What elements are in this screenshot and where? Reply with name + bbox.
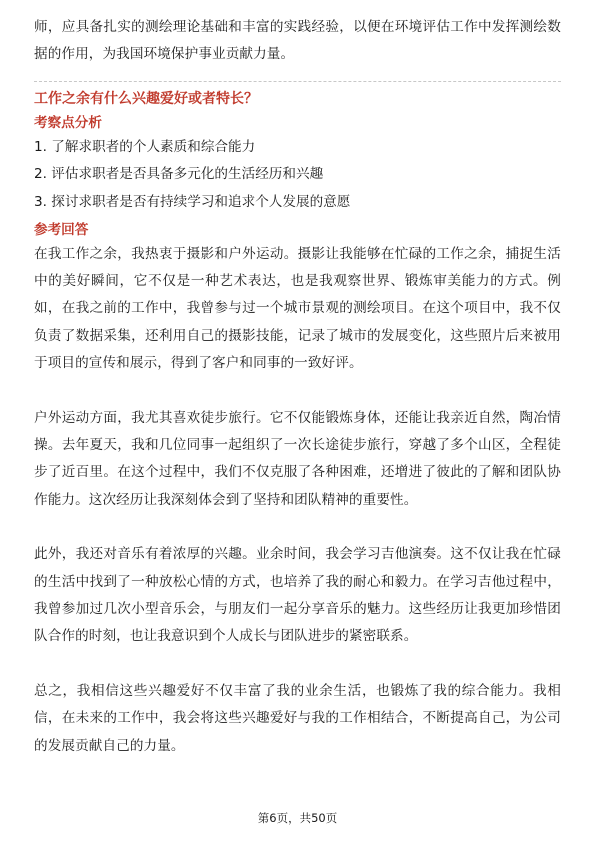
analysis-item: 2. 评估求职者是否具备多元化的生活经历和兴趣 xyxy=(34,166,324,183)
section-divider xyxy=(34,81,561,82)
question-heading: 工作之余有什么兴趣爱好或者特长？ xyxy=(34,90,258,107)
answer-paragraph: 在我工作之余，我热衷于摄影和户外运动。摄影让我能够在忙碌的工作之余，捕捉生活中的美好瞬间，它不仅是一种艺术表达，也是我观察世界、锻炼审美能力的方式。例如，在我之前的工作中，我曾参与过一个城市景观的测绘项目。在这个项目中，我不仅负责了数据采集，还利用自己的摄影技能，记录了城市的发展变化，这些照片后来被用于项目的宣传和展示，得到了客户和同事的一致好评。 xyxy=(34,245,561,372)
page-footer: 第6页，共50页 xyxy=(257,811,338,825)
answer-paragraph: 总之，我相信这些兴趣爱好不仅丰富了我的业余生活，也锻炼了我的综合能力。我相信，在未来的工作中，我会将这些兴趣爱好与我的工作相结合，不断提高自己，为公司的发展贡献自己的力量。 xyxy=(34,682,561,754)
intro-continuation-paragraph: 师，应具备扎实的测绘理论基础和丰富的实践经验，以便在环境评估工作中发挥测绘数据的作用，为我国环境保护事业贡献力量。 xyxy=(34,19,561,63)
analysis-label: 考察点分析 xyxy=(34,114,102,131)
answer-paragraph: 此外，我还对音乐有着浓厚的兴趣。业余时间，我会学习吉他演奏。这不仅让我在忙碌的生活中找到了一种放松心情的方式，也培养了我的耐心和毅力。在学习吉他过程中，我曾参加过几次小型音乐会，与朋友们一起分享音乐的魅力。这些经历让我更加珍惜团队合作的时刻，也让我意识到个人成长与团队进步的紧密联系。 xyxy=(34,546,561,645)
analysis-item: 1. 了解求职者的个人素质和综合能力 xyxy=(34,138,256,155)
answer-paragraph: 户外运动方面，我尤其喜欢徒步旅行。它不仅能锻炼身体，还能让我亲近自然，陶冶情操。去年夏天，我和几位同事一起组织了一次长途徒步旅行，穿越了多个山区，全程徒步了近百里。在这个过程中，我们不仅克服了各种困难，还增进了彼此的了解和团队协作能力。这次经历让我深刻体会到了坚持和团队精神的重要性。 xyxy=(34,409,561,508)
paragraph-gap xyxy=(34,378,561,405)
paragraph-gap xyxy=(34,514,561,541)
page-content xyxy=(34,14,561,760)
analysis-item: 3. 探讨求职者是否有持续学习和追求个人发展的意愿 xyxy=(34,194,351,210)
paragraph-gap xyxy=(34,651,561,678)
analysis-list xyxy=(34,134,561,217)
answer-label: 参考回答 xyxy=(34,221,89,238)
